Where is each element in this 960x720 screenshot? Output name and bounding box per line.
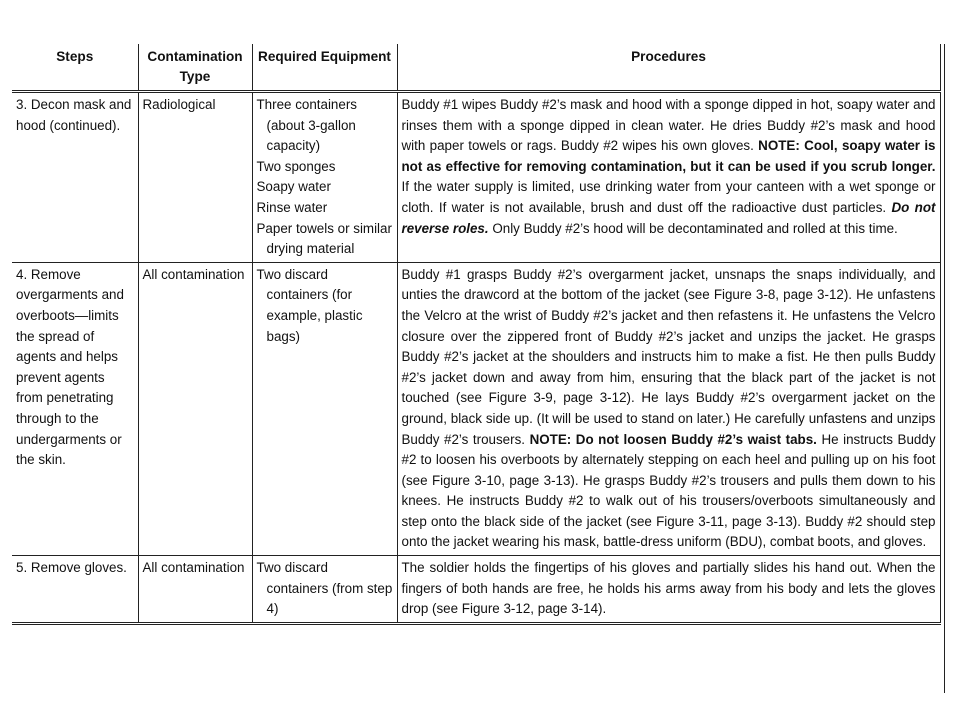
equipment-item: Two discard containers (from step 4) — [256, 560, 393, 617]
step-cell: 5. Remove gloves. — [12, 556, 138, 624]
header-required-equipment: Required Equipment — [252, 44, 397, 92]
equipment-item: Paper towels or similar drying material — [256, 220, 392, 257]
step-cell: 4. Remove overgarments and overboots—limits the spread of agents and helps prevent agents from penetrating through to the undergarments or the skin. — [12, 262, 138, 555]
equipment-cell — [252, 556, 397, 624]
procedure-text: Buddy #1 grasps Buddy #2’s overgarment jacket, unsnaps the snaps individually, and unties the drawcord at the bottom of the jacket (see Figure 3-8, page 3-12). He unfastens the Velcro at the wrist of Buddy #2’s jacket and then refastens it. He unfastens the Velcro closure over the zippered front of Buddy #2’s jacket and unzips the jacket. He grasps Buddy #2’s jacket at the shoulders and instructs him to make a fist. He then pulls Buddy #2’s jacket down and away from him, ensuring that the black part of the jacket is not touched (see Figure 3-9, page 3-12). He lays Buddy #2’s overgarment jacket on the ground, black side up. (It will be used to stand on later.) He carefully unfastens and unzips Buddy #2’s trousers. — [401, 266, 936, 447]
table-row — [12, 556, 940, 624]
table-row — [12, 262, 940, 555]
contamination-cell: All contamination — [138, 556, 252, 624]
table-row — [12, 92, 940, 263]
contamination-cell: Radiological — [138, 92, 252, 263]
procedure-text: He instructs Buddy #2 to loosen his overboots by alternately stepping on each heel and pulling up on his foot (see Figure 3-10, page 3-13). He grasps Buddy #2’s trousers and pulls them down to his knees. He instructs Buddy #2 to walk out of his trousers/overboots simultaneously and step onto the black side of the jacket (see Figure 3-11, page 3-13). Buddy #2 should step onto the jacket wearing his mask, battle-dress uniform (BDU), combat boots, and gloves. — [401, 431, 936, 550]
decon-procedures-table — [12, 44, 941, 625]
procedure-cell — [397, 262, 940, 555]
step-cell: 3. Decon mask and hood (continued). — [12, 92, 138, 263]
equipment-item: Soapy water — [256, 179, 331, 195]
procedure-text: Buddy #1 wipes Buddy #2’s mask and hood with a sponge dipped in hot, soapy water and rinses them with a sponge dipped in clean water. He dries Buddy #2’s mask and hood with paper towels or rags. Buddy #2 wipes his own gloves. — [401, 97, 936, 154]
equipment-item: Two discard containers (for example, plastic bags) — [256, 266, 363, 344]
table-header-row — [12, 44, 940, 92]
contamination-cell: All contamination — [138, 262, 252, 555]
equipment-item: Three containers (about 3-gallon capacity) — [256, 97, 357, 154]
procedure-emphasis: Do not reverse roles. — [401, 199, 936, 236]
procedure-text: If the water supply is limited, use drinking water from your canteen with a wet sponge or cloth. If water is not available, brush and dust off the radioactive dust particles. — [401, 179, 936, 215]
header-steps: Steps — [12, 44, 138, 92]
procedure-note: NOTE: Cool, soapy water is not as effective for removing contamination, but it can be used if you scrub longer. — [401, 138, 936, 174]
header-procedures: Procedures — [397, 44, 940, 92]
equipment-cell — [252, 262, 397, 555]
procedure-text: Only Buddy #2’s hood will be decontaminated and rolled at this time. — [488, 220, 898, 236]
procedure-cell — [397, 92, 940, 263]
equipment-cell — [252, 92, 397, 263]
equipment-item: Rinse water — [256, 199, 328, 215]
procedure-cell: The soldier holds the fingertips of his gloves and partially slides his hand out. When the fingers of both hands are free, he holds his arms away from his body and lets the gloves drop (see Figure 3-12, page 3-14). — [397, 556, 940, 624]
header-contamination-type: Contamination Type — [138, 44, 252, 92]
procedure-note: NOTE: Do not loosen Buddy #2’s waist tabs. — [529, 431, 817, 447]
equipment-item: Two sponges — [256, 158, 336, 174]
document-page — [12, 44, 942, 690]
